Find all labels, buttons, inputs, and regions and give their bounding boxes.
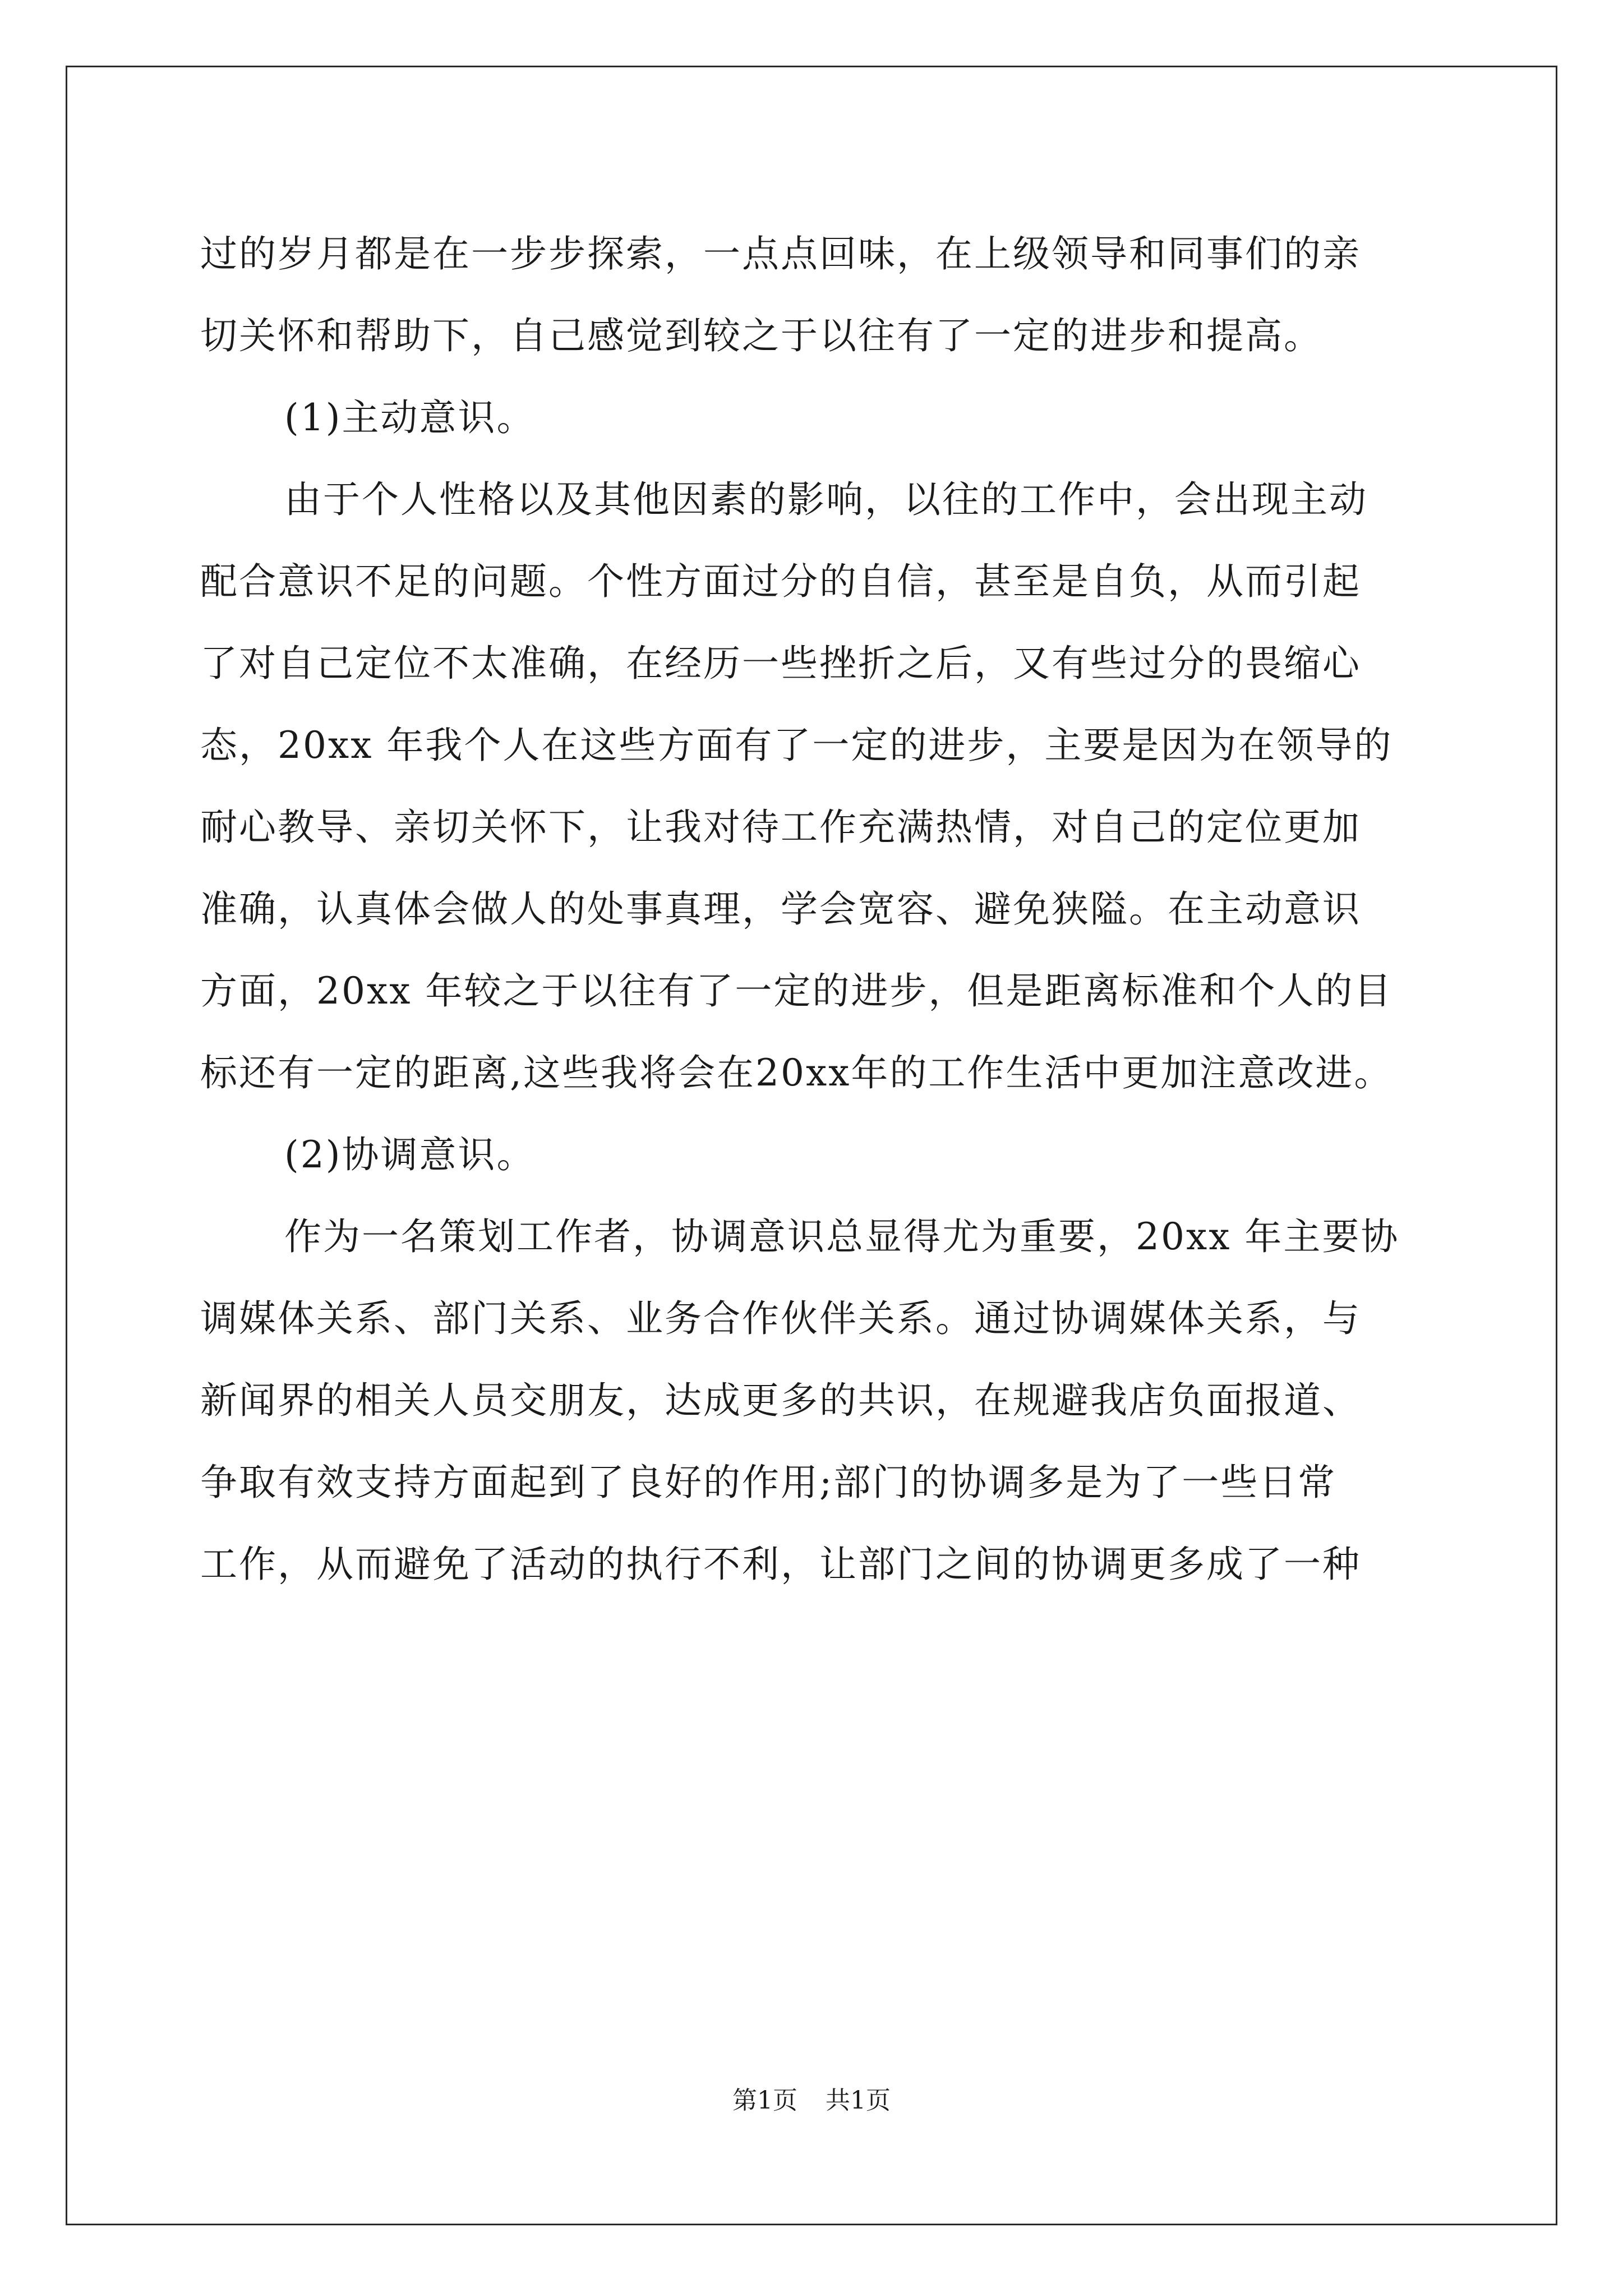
text-line-6: 了对自己定位不太准确，在经历一些挫折之后，又有些过分的畏缩心 bbox=[200, 642, 1361, 685]
document-body bbox=[200, 213, 1423, 1605]
text-line-13: 作为一名策划工作者，协调意识总显得尤为重要，20xx 年主要协 bbox=[284, 1215, 1400, 1258]
text-line-1: 过的岁月都是在一步步探索，一点点回味，在上级领导和同事们的亲 bbox=[200, 232, 1361, 275]
page-number: 第1页 bbox=[732, 2086, 797, 2115]
page-footer bbox=[0, 2084, 1623, 2118]
text-line-5: 配合意识不足的问题。个性方面过分的自信，甚至是自负，从而引起 bbox=[200, 560, 1361, 603]
page-total: 共1页 bbox=[826, 2086, 891, 2115]
text-line-4: 由于个人性格以及其他因素的影响，以往的工作中，会出现主动 bbox=[284, 478, 1368, 521]
text-line-7: 态，20xx 年我个人在这些方面有了一定的进步，主要是因为在领导的 bbox=[200, 724, 1393, 767]
section-heading-1: (1)主动意识。 bbox=[284, 396, 536, 439]
text-line-10: 方面，20xx 年较之于以往有了一定的进步，但是距离标准和个人的目 bbox=[200, 969, 1393, 1013]
text-line-15: 新闻界的相关人员交朋友，达成更多的共识，在规避我店负面报道、 bbox=[200, 1379, 1361, 1422]
text-line-14: 调媒体关系、部门关系、业务合作伙伴关系。通过协调媒体关系，与 bbox=[200, 1297, 1361, 1340]
text-line-2: 切关怀和帮助下，自己感觉到较之于以往有了一定的进步和提高。 bbox=[200, 314, 1322, 357]
text-line-11: 标还有一定的距离,这些我将会在20xx年的工作生活中更加注意改进。 bbox=[200, 1051, 1393, 1094]
text-line-17: 工作，从而避免了活动的执行不利，让部门之间的协调更多成了一种 bbox=[200, 1543, 1361, 1586]
text-line-8: 耐心教导、亲切关怀下，让我对待工作充满热情，对自己的定位更加 bbox=[200, 806, 1361, 849]
text-line-9: 准确，认真体会做人的处事真理，学会宽容、避免狭隘。在主动意识 bbox=[200, 887, 1361, 931]
text-line-16: 争取有效支持方面起到了良好的作用;部门的协调多是为了一些日常 bbox=[200, 1461, 1337, 1504]
section-heading-2: (2)协调意识。 bbox=[284, 1133, 536, 1176]
